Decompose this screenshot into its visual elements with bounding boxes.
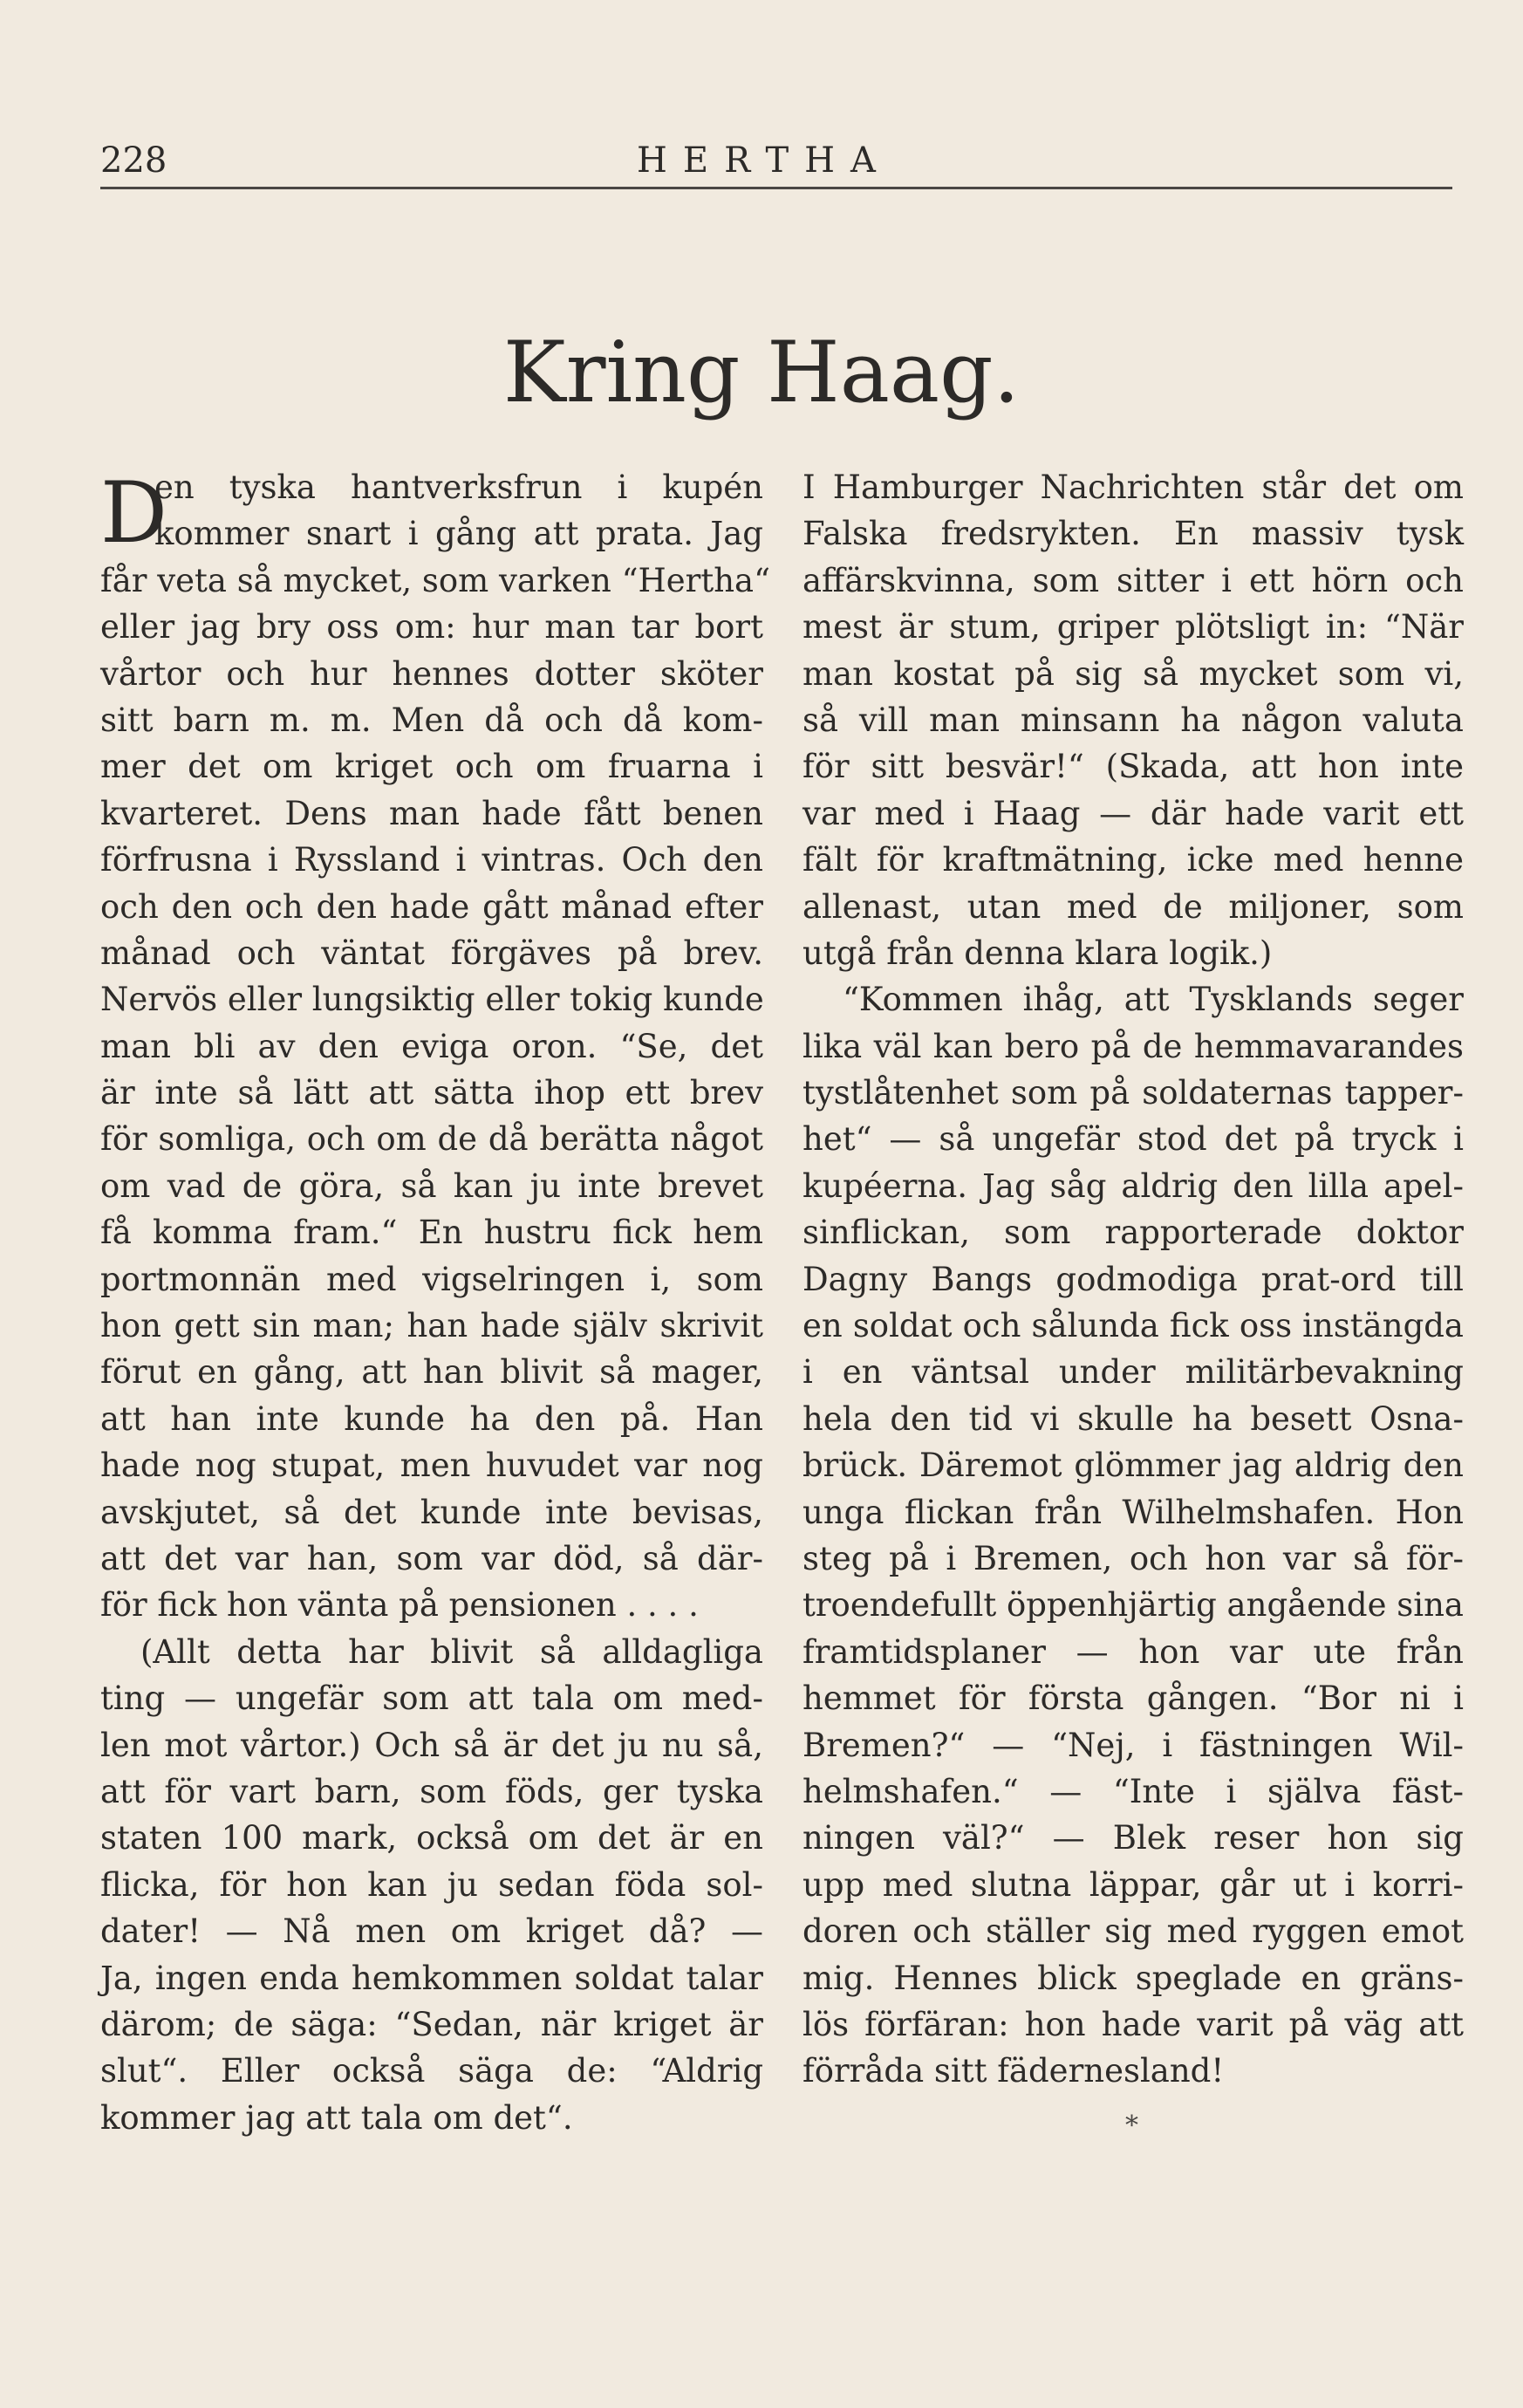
- text-line: är inte så lätt att sätta ihop ett brev: [100, 1074, 763, 1112]
- text-line: lös förfäran: hon hade varit på väg att: [802, 2005, 1464, 2043]
- text-line: hade nog stupat, men huvudet var nog: [100, 1447, 763, 1485]
- text-line: steg på i Bremen, och hon var så för-: [802, 1539, 1464, 1577]
- text-line: kommer snart i gång att prata. Jag: [154, 515, 763, 553]
- text-line: för sitt besvär!“ (Skada, att hon inte: [802, 748, 1464, 786]
- text-line: vårtor och hur hennes dotter sköter: [100, 654, 763, 693]
- left-column: [100, 464, 771, 2141]
- text-line: ting — ungefär som att tala om med-: [100, 1679, 763, 1718]
- text-line: mer det om kriget och om fruarna i: [100, 748, 763, 786]
- article-title: Kring Haag.: [502, 324, 1021, 421]
- text-line: kommer jag att tala om det“.: [100, 2098, 573, 2137]
- text-line: utgå från denna klara logik.): [802, 934, 1273, 972]
- text-line: troendefullt öppenhjärtig angående sina: [802, 1586, 1464, 1625]
- text-line: var med i Haag — där hade varit ett: [802, 794, 1464, 832]
- text-line: tystlåtenhet som på soldaternas tapper-: [802, 1074, 1464, 1112]
- text-line: att för vart barn, som föds, ger tyska: [100, 1772, 763, 1810]
- text-line: eller jag bry oss om: hur man tar bort: [100, 608, 763, 646]
- text-line: kvarteret. Dens man hade fått benen: [100, 794, 763, 832]
- text-line: därom; de säga: “Sedan, när kriget är: [100, 2005, 763, 2043]
- right-column: [802, 464, 1464, 2095]
- text-line: upp med slutna läppar, går ut i korri-: [802, 1865, 1464, 1904]
- text-line: förut en gång, att han blivit så mager,: [100, 1353, 763, 1392]
- text-line: mig. Hennes blick speglade en gräns-: [802, 1959, 1464, 1997]
- text-line: staten 100 mark, också om det är en: [100, 1819, 763, 1857]
- text-line: sitt barn m. m. Men då och då kom-: [100, 701, 763, 739]
- text-line: I Hamburger Nachrichten står det om: [802, 469, 1464, 506]
- text-line: het“ — så ungefär stod det på tryck i: [802, 1120, 1464, 1159]
- text-line: att han inte kunde ha den på. Han: [100, 1399, 763, 1438]
- text-line: hela den tid vi skulle ha besett Osna-: [802, 1399, 1464, 1438]
- text-line: slut“. Eller också säga de: “Aldrig: [100, 2052, 763, 2090]
- text-line: flicka, för hon kan ju sedan föda sol-: [100, 1865, 763, 1904]
- text-line: Dagny Bangs godmodiga prat-ord till: [802, 1260, 1464, 1298]
- text-line: får veta så mycket, som varken “Hertha“: [100, 561, 771, 599]
- text-line: dater! — Nå men om kriget då? —: [100, 1912, 763, 1951]
- text-line: lika väl kan bero på de hemmavarandes: [802, 1027, 1464, 1065]
- text-line-content: en tyska hantverksfrun i kupén: [154, 469, 763, 506]
- text-line: i en väntsal under militärbevakning: [802, 1353, 1464, 1392]
- text-line: få komma fram.“ En hustru fick hem: [100, 1214, 763, 1252]
- text-line: för fick hon vänta på pensionen . . . .: [100, 1586, 699, 1625]
- text-line: sinflickan, som rapporterade doktor: [802, 1214, 1464, 1252]
- text-line: hon gett sin man; han hade själv skrivit: [100, 1307, 763, 1345]
- text-line: helmshafen.“ — “Inte i själva fäst-: [802, 1772, 1464, 1810]
- text-line: Ja, ingen enda hemkommen soldat talar: [100, 1959, 763, 1997]
- text-line: unga flickan från Wilhelmshafen. Hon: [802, 1493, 1464, 1531]
- text-line: så vill man minsann ha någon valuta: [802, 701, 1464, 739]
- text-line: Nervös eller lungsiktig eller tokig kunde: [100, 981, 764, 1019]
- text-line: man kostat på sig så mycket som vi,: [802, 654, 1464, 693]
- dropcap: D: [100, 464, 167, 562]
- text-line: att det var han, som var död, så där-: [100, 1539, 763, 1577]
- text-line: månad och väntat förgäves på brev.: [100, 934, 763, 972]
- running-head: HERTHA: [637, 140, 891, 181]
- text-line: framtidsplaner — hon var ute från: [802, 1632, 1464, 1671]
- text-line: portmonnän med vigselringen i, som: [100, 1260, 763, 1298]
- text-line: doren och ställer sig med ryggen emot: [802, 1912, 1464, 1951]
- text-line: Falska fredsrykten. En massiv tysk: [802, 515, 1464, 553]
- text-line: man bli av den eviga oron. “Se, det: [100, 1027, 763, 1065]
- page-number: 228: [100, 140, 167, 181]
- section-separator: *: [1125, 2110, 1138, 2141]
- text-line: förråda sitt fädernesland!: [802, 2052, 1225, 2090]
- text-line: förfrusna i Ryssland i vintras. Och den: [100, 841, 763, 879]
- text-line: om vad de göra, så kan ju inte brevet: [100, 1166, 763, 1205]
- text-line: brück. Däremot glömmer jag aldrig den: [802, 1447, 1464, 1485]
- text-line: Bremen?“ — “Nej, i fästningen Wil-: [802, 1726, 1464, 1764]
- text-line: (Allt detta har blivit så alldagliga: [140, 1632, 763, 1671]
- text-line: affärskvinna, som sitter i ett hörn och: [802, 561, 1464, 599]
- text-line: ningen väl?“ — Blek reser hon sig: [802, 1819, 1464, 1857]
- text-line: len mot vårtor.) Och så är det ju nu så,: [100, 1726, 763, 1764]
- header-rule: [100, 187, 1452, 189]
- text-line: en soldat och sålunda fick oss instängda: [802, 1307, 1464, 1345]
- text-line: allenast, utan med de miljoner, som: [802, 887, 1464, 926]
- text-line: hemmet för första gången. “Bor ni i: [802, 1679, 1464, 1718]
- text-line: avskjutet, så det kunde inte bevisas,: [100, 1493, 763, 1531]
- text-line: fält för kraftmätning, icke med henne: [802, 841, 1464, 879]
- text-line: och den och den hade gått månad efter: [100, 887, 763, 926]
- text-line: för somliga, och om de då berätta något: [100, 1120, 763, 1159]
- text-line: “Kommen ihåg, att Tysklands seger: [843, 981, 1464, 1019]
- text-line: mest är stum, griper plötsligt in: “När: [802, 608, 1464, 646]
- text-line: kupéerna. Jag såg aldrig den lilla apel-: [802, 1166, 1464, 1205]
